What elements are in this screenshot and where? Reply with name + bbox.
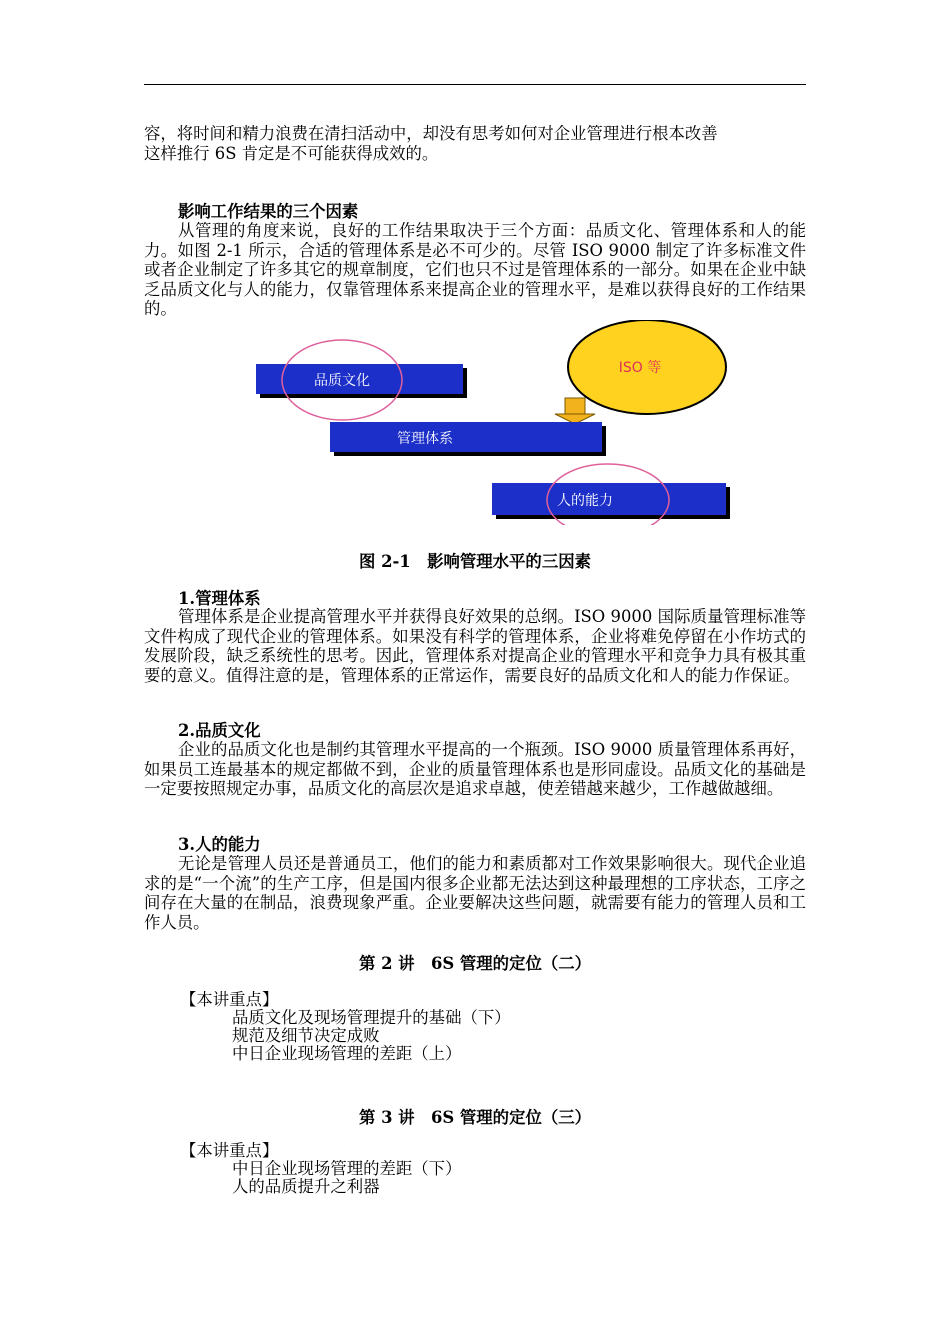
factors-paragraph xyxy=(144,221,806,319)
lecture-keypoints xyxy=(180,991,511,1063)
section-body xyxy=(144,854,806,932)
section-text: 企业的品质文化也是制约其管理水平提高的一个瓶颈。ISO 9000 质量管理体系再好，如果员工连最基本的规定都做不到，企业的质量管理体系也是形同虚设。品质文化的基础是一定要按照规定办事，品质文化的高层次是追求卓越，使差错越来越少，工作越做越细。 xyxy=(144,740,806,798)
keypoint-item: 中日企业现场管理的差距（上） xyxy=(232,1044,462,1063)
factors-title: 影响工作结果的三个因素 xyxy=(178,202,359,221)
keypoint-item: 规范及细节决定成败 xyxy=(232,1026,380,1045)
keypoint-item: 人的品质提升之利器 xyxy=(232,1177,380,1196)
keypoints-label: 【本讲重点】 xyxy=(180,990,279,1009)
intro-line: 这样推行 6S 肯定是不可能获得成效的。 xyxy=(144,143,439,163)
keypoint-item: 中日企业现场管理的差距（下） xyxy=(232,1159,462,1178)
keypoint-item: 品质文化及现场管理提升的基础（下） xyxy=(232,1008,511,1027)
section-title: 1.管理体系 xyxy=(178,589,261,608)
section-body xyxy=(144,607,806,685)
figure-caption: 图 2-1 影响管理水平的三因素 xyxy=(358,552,591,571)
quality-culture-label: 品质文化 xyxy=(314,373,370,389)
iso-label: ISO 等 xyxy=(618,360,662,376)
intro-line: 容，将时间和精力浪费在清扫活动中，却没有思考如何对企业管理进行根本改善 xyxy=(144,124,718,143)
lecture-title: 第 2 讲 6S 管理的定位（二） xyxy=(358,954,592,973)
lecture-keypoints xyxy=(180,1142,461,1196)
management-system-label: 管理体系 xyxy=(397,431,453,447)
figure-2-1 xyxy=(250,320,740,525)
down-arrow xyxy=(555,398,595,424)
lecture-title: 第 3 讲 6S 管理的定位（三） xyxy=(358,1108,592,1127)
section-title: 2.品质文化 xyxy=(178,721,261,740)
section-body xyxy=(144,740,806,799)
management-system-bar xyxy=(330,422,602,452)
section-text: 管理体系是企业提高管理水平并获得良好效果的总纲。ISO 9000 国际质量管理标准等文件构成了现代企业的管理体系。如果没有科学的管理体系，企业将难免停留在小作坊式的发展阶段，缺乏系统性的思考。因此，管理体系对提高企业的管理水平和竞争力具有极其重要的意义。值得注意的是，管理体系的正常运作，需要良好的品质文化和人的能力作保证。 xyxy=(144,607,806,685)
header-rule xyxy=(144,84,806,85)
intro-paragraph xyxy=(144,124,806,163)
section-title: 3.人的能力 xyxy=(178,835,261,854)
section-text: 无论是管理人员还是普通员工，他们的能力和素质都对工作效果影响很大。现代企业追求的是“一个流”的生产工序，但是国内很多企业都无法达到这种最理想的工序状态，工序之间存在大量的在制品，浪费现象严重。企业要解决这些问题，就需要有能力的管理人员和工作人员。 xyxy=(144,854,806,932)
factors-text: 从管理的角度来说，良好的工作结果取决于三个方面：品质文化、管理体系和人的能力。如图 2-1 所示，合适的管理体系是必不可少的。尽管 ISO 9000 制定了许多标准文件或者企业制定了许多其它的规章制度，它们也只不过是管理体系的一部分。如果在企业中缺乏品质文化与人的能力，仅靠管理体系来提高企业的管理水平，是难以获得良好的工作结果的。 xyxy=(144,221,806,318)
keypoints-label: 【本讲重点】 xyxy=(180,1141,279,1160)
human-ability-label: 人的能力 xyxy=(557,493,613,509)
